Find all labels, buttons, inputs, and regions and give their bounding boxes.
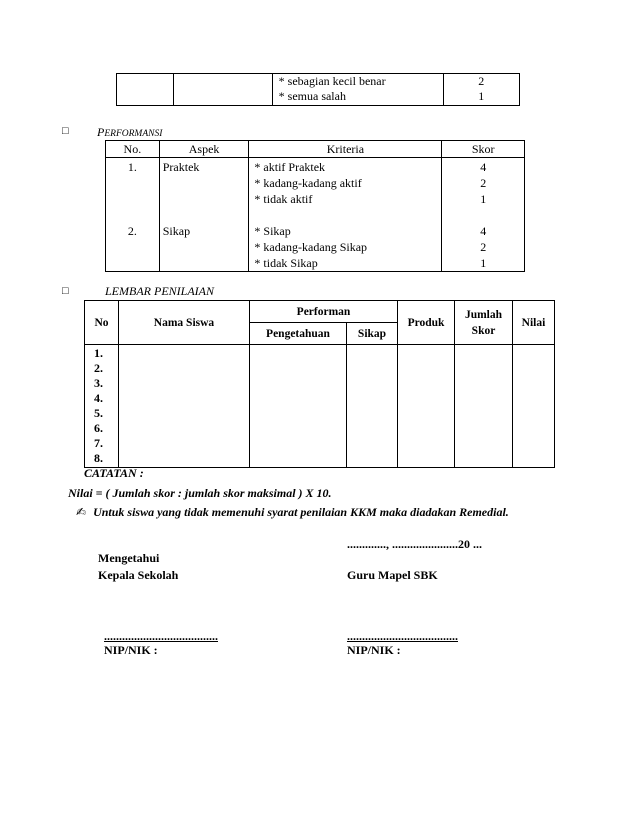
header-aspek: Aspek [159,141,249,158]
student-number: 5. [94,406,103,420]
remedial-text: Untuk siswa yang tidak memenuhi syarat penilaian KKM maka diadakan Remedial. [93,505,509,519]
header-no: No. [106,141,160,158]
header-produk: Produk [398,301,455,345]
student-number: 6. [94,421,103,435]
sikap-cell [347,345,398,468]
kriteria-column [249,158,442,272]
nip-left-label: NIP/NIK : [104,643,158,657]
top-table [116,73,520,106]
remedial-note [76,505,509,520]
skor-label: Skor [471,324,496,337]
student-number: 4. [94,391,103,405]
aspek-column [159,158,249,272]
score-value: 1 [478,89,485,103]
header-nama-siswa: Nama Siswa [119,301,250,345]
heading-initial: P [97,125,105,139]
square-bullet-icon: □ [62,125,69,137]
criteria-line: * kadang-kadang Sikap [254,240,368,254]
score-value: 2 [478,74,485,88]
criteria-line: * tidak aktif [254,192,313,206]
header-pengetahuan: Pengetahuan [250,323,347,345]
jumlah-skor-cell [455,345,513,468]
nip-right-label: NIP/NIK : [347,643,401,657]
top-table-cell-aspek [173,74,272,106]
student-number: 3. [94,376,103,390]
performansi-heading [97,125,162,140]
heading-rest: ERFORMANSI [104,129,163,139]
row-number: 2. [127,224,137,238]
score-value: 1 [480,256,487,270]
right-signature-line: ..................................... [347,629,458,643]
square-bullet-icon: □ [62,285,69,297]
nilai-cell [513,345,555,468]
writing-hand-icon: ✍ [76,505,87,519]
criteria-line: * sebagian kecil benar [278,74,386,88]
header-skor: Skor [442,141,525,158]
header-kriteria: Kriteria [249,141,442,158]
nama-siswa-cell [119,345,250,468]
header-no: No [85,301,119,345]
date-line: ............., ......................20 ... [347,537,482,551]
student-number-column [85,345,119,468]
aspek-value: Sikap [162,224,191,238]
catatan-title: CATATAN : [84,466,144,480]
score-value: 4 [480,224,487,238]
guru-mapel-label: Guru Mapel SBK [347,568,438,582]
score-value: 2 [480,240,487,254]
score-value: 4 [480,160,487,174]
top-table-cell-kriteria [272,74,443,106]
student-number: 2. [94,361,103,375]
criteria-line: * aktif Praktek [254,160,326,174]
top-table-cell-skor [443,74,519,106]
skor-column [442,158,525,272]
kepala-sekolah-label: Kepala Sekolah [98,568,179,582]
criteria-line: * semua salah [278,89,346,103]
jumlah-label: Jumlah [464,308,503,321]
header-performan: Performan [250,301,398,323]
catatan-formula: Nilai = ( Jumlah skor : jumlah skor maksimal ) X 10. [68,486,332,500]
left-signature-line: ...................................... [104,629,218,643]
student-number: 7. [94,436,103,450]
lembar-table [84,300,555,468]
mengetahui-label: Mengetahui [98,551,160,565]
header-jumlah-skor [455,301,513,345]
aspek-value: Praktek [162,160,200,174]
top-table-cell-no [117,74,174,106]
produk-cell [398,345,455,468]
pengetahuan-cell [250,345,347,468]
no-column [106,158,160,272]
criteria-line: * Sikap [254,224,291,238]
row-number: 1. [127,160,137,174]
criteria-line: * tidak Sikap [254,256,318,270]
student-number: 1. [94,346,103,360]
header-nilai: Nilai [513,301,555,345]
performansi-table [105,140,525,272]
header-sikap: Sikap [347,323,398,345]
criteria-line: * kadang-kadang aktif [254,176,362,190]
score-value: 1 [480,192,487,206]
lembar-heading: LEMBAR PENILAIAN [105,284,214,298]
student-number: 8. [94,451,103,465]
score-value: 2 [480,176,487,190]
